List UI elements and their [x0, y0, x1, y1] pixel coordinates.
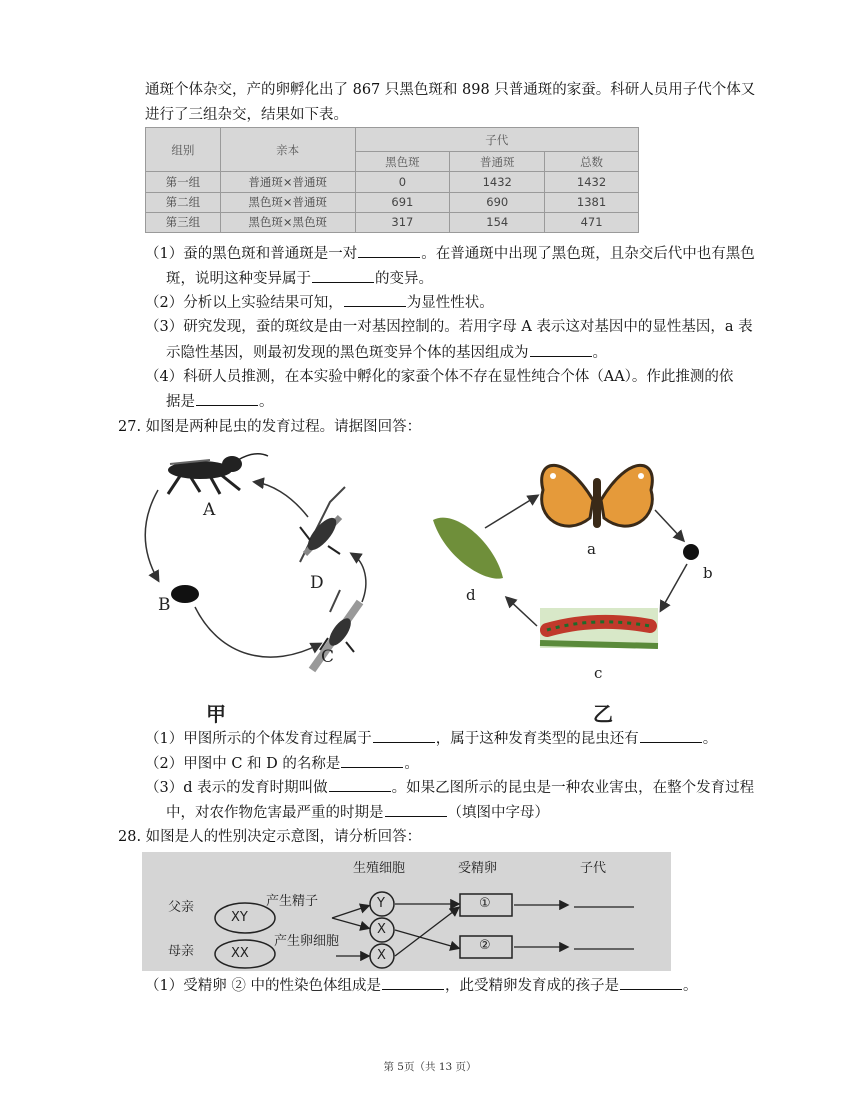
q28-1: （1）受精卵 ② 中的性染色体组成是 ，此受精卵发育成的孩子是 。 — [145, 975, 697, 996]
header-parents: 亲本 — [220, 128, 355, 172]
intro-line-1: 通斑个体杂交，产的卵孵化出了 867 只黑色斑和 898 只普通斑的家蚕。科研人员用子代个体又 — [145, 82, 756, 98]
egg-b-icon — [171, 585, 199, 603]
cell-parents: 黑色斑×普通斑 — [220, 192, 355, 212]
q27-title: 27. 如图是两种昆虫的发育过程。请据图回答： — [118, 419, 422, 435]
table-row — [146, 172, 639, 192]
q28-title: 28. 如图是人的性别决定示意图，请分析回答： — [118, 829, 422, 845]
cell-black: 317 — [355, 212, 450, 232]
answer-blank[interactable] — [385, 802, 447, 817]
father-label: 父亲 — [168, 900, 195, 915]
label-a-lower: a — [587, 540, 596, 558]
gamete-y: Y — [377, 896, 385, 911]
father-genotype: XY — [231, 910, 248, 925]
table-row — [146, 212, 639, 232]
intro-line-2: 进行了三组杂交，结果如下表。 — [145, 107, 348, 123]
label-b-lower: b — [703, 564, 713, 582]
butterfly-lifecycle-figure — [425, 448, 715, 668]
header-zygote: 受精卵 — [458, 861, 498, 876]
cell-normal: 154 — [450, 212, 545, 232]
q27-3: （3）d 表示的发育时期叫做 。如果乙图所示的昆虫是一种农业害虫，在整个发育过程 — [145, 777, 754, 798]
cell-group: 第三组 — [146, 212, 221, 232]
nymph-c-icon — [312, 590, 360, 670]
cell-normal: 690 — [450, 192, 545, 212]
cell-total: 1381 — [545, 192, 639, 212]
label-c-lower: c — [594, 664, 603, 682]
cell-normal: 1432 — [450, 172, 545, 192]
header-offspring: 子代 — [580, 861, 607, 876]
zygote-1: ① — [479, 896, 491, 911]
answer-blank[interactable] — [312, 268, 374, 283]
header-normal: 普通斑 — [450, 152, 545, 172]
label-c-upper: C — [321, 647, 335, 667]
figure-yi-label: 乙 — [593, 702, 613, 726]
header-total: 总数 — [545, 152, 639, 172]
q26-1-cont: 斑，说明这种变异属于 的变异。 — [166, 268, 433, 289]
sperm-label: 产生精子 — [266, 894, 319, 909]
gamete-x1: X — [377, 922, 386, 937]
label-b-upper: B — [158, 595, 171, 615]
egg-label: 产生卵细胞 — [274, 934, 340, 949]
q26-4-cont: 据是 。 — [166, 391, 274, 412]
mother-label: 母亲 — [168, 944, 195, 959]
figure-jia-label: 甲 — [206, 702, 226, 726]
nymph-d-icon — [300, 487, 345, 562]
answer-blank[interactable] — [196, 391, 258, 406]
page-footer: 第 5页（共 13 页） — [383, 1061, 477, 1073]
grasshopper-lifecycle-figure — [140, 442, 380, 722]
answer-blank[interactable] — [373, 728, 435, 743]
header-gamete: 生殖细胞 — [353, 861, 406, 876]
table-row — [146, 192, 639, 212]
adult-grasshopper-icon — [168, 454, 268, 494]
cross-results-table — [145, 127, 639, 233]
answer-blank[interactable] — [620, 975, 682, 990]
answer-blank[interactable] — [329, 777, 391, 792]
q27-2: （2）甲图中 C 和 D 的名称是 。 — [145, 753, 419, 774]
answer-blank[interactable] — [382, 975, 444, 990]
butterfly-a-icon — [542, 465, 653, 528]
answer-blank[interactable] — [358, 243, 420, 258]
cell-black: 691 — [355, 192, 450, 212]
q26-2: （2）分析以上实验结果可知， 为显性性状。 — [145, 292, 494, 313]
q27-1: （1）甲图所示的个体发育过程属于 ，属于这种发育类型的昆虫还有 。 — [145, 728, 717, 749]
caterpillar-c-icon — [540, 608, 658, 648]
cell-parents: 黑色斑×黑色斑 — [220, 212, 355, 232]
q26-3: （3）研究发现，蚕的斑纹是由一对基因控制的。若用字母 A 表示这对基因中的显性基因，a 表 — [145, 319, 753, 335]
q26-4: （4）科研人员推测，在本实验中孵化的家蚕个体不存在显性纯合个体（AA）。作此推测的依 — [145, 369, 734, 385]
q26-1: （1）蚕的黑色斑和普通斑是一对 。在普通斑中出现了黑色斑，且杂交后代中也有黑色 — [145, 243, 755, 264]
sex-determination-diagram — [142, 852, 671, 971]
label-d-lower: d — [466, 586, 476, 604]
pupa-d-icon — [433, 518, 503, 579]
cell-group: 第二组 — [146, 192, 221, 212]
label-a-upper: A — [203, 500, 216, 520]
cell-total: 1432 — [545, 172, 639, 192]
header-black: 黑色斑 — [355, 152, 450, 172]
q26-3-cont: 示隐性基因，则最初发现的黑色斑变异个体的基因组成为 。 — [166, 342, 607, 363]
gamete-x2: X — [377, 948, 386, 963]
egg-b-lower-icon — [683, 544, 699, 560]
header-offspring: 子代 — [355, 128, 639, 152]
cell-parents: 普通斑×普通斑 — [220, 172, 355, 192]
cell-group: 第一组 — [146, 172, 221, 192]
zygote-2: ② — [479, 938, 491, 953]
cell-black: 0 — [355, 172, 450, 192]
cell-total: 471 — [545, 212, 639, 232]
answer-blank[interactable] — [640, 728, 702, 743]
label-d-upper: D — [310, 573, 324, 593]
answer-blank[interactable] — [344, 292, 406, 307]
mother-genotype: XX — [231, 946, 249, 961]
header-group: 组别 — [146, 128, 221, 172]
answer-blank[interactable] — [530, 342, 592, 357]
q27-3-cont: 中，对农作物危害最严重的时期是 （填图中字母） — [166, 802, 549, 823]
answer-blank[interactable] — [341, 753, 403, 768]
